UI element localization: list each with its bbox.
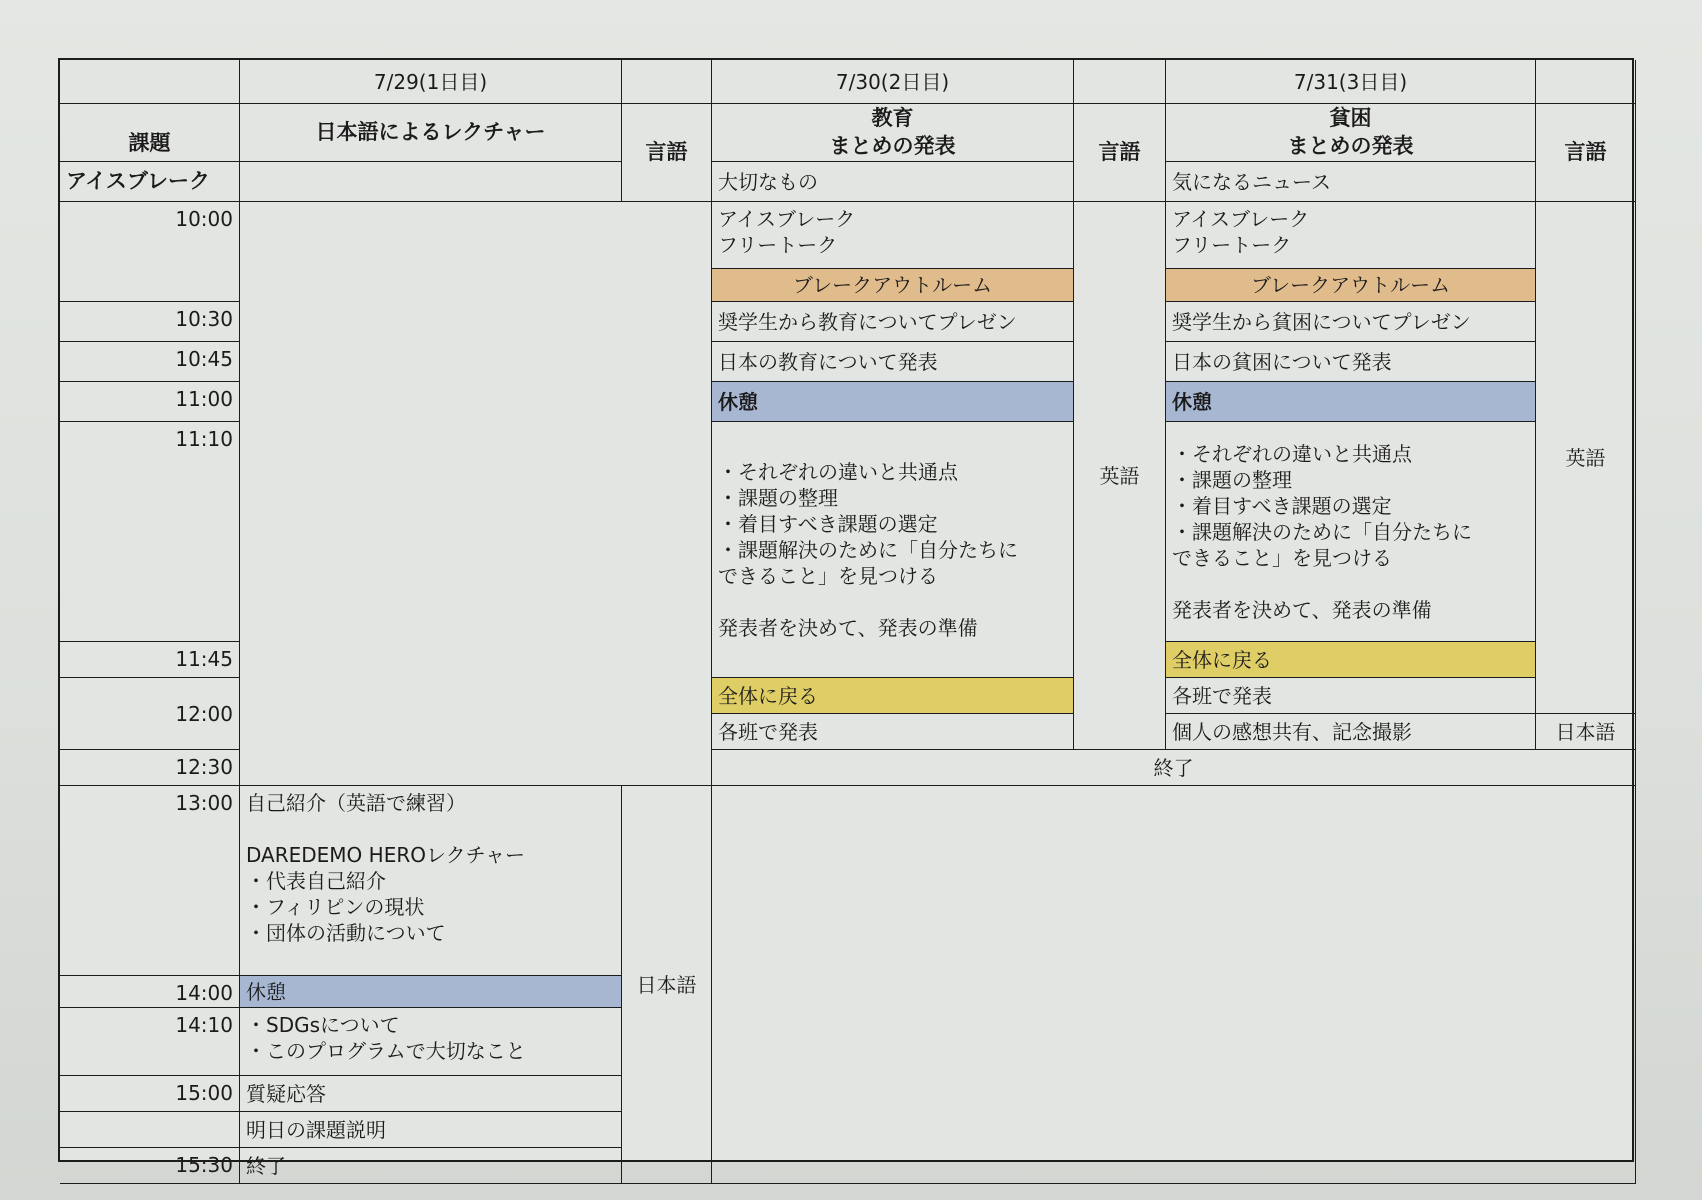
time-1230: 12:30 bbox=[60, 750, 240, 786]
time-1110: 11:10 bbox=[60, 422, 240, 642]
day1-break: 休憩 bbox=[240, 976, 622, 1008]
time-1500: 15:00 bbox=[60, 1076, 240, 1112]
time-blank bbox=[60, 1112, 240, 1148]
day1-title: 日本語によるレクチャー bbox=[240, 104, 622, 162]
day1-tomorrow: 明日の課題説明 bbox=[240, 1112, 622, 1148]
day3-group-present: 各班で発表 bbox=[1166, 678, 1536, 714]
time-1030: 10:30 bbox=[60, 302, 240, 342]
day3-language: 英語 bbox=[1536, 202, 1636, 714]
day1-date-spacer bbox=[622, 60, 712, 104]
day3-language-header: 言語 bbox=[1536, 104, 1636, 202]
day3-date: 7/31(3日目) bbox=[1166, 60, 1536, 104]
day1-end: 終了 bbox=[240, 1148, 622, 1184]
day3-date-spacer bbox=[1536, 60, 1636, 104]
day3-title: 貧困 まとめの発表 bbox=[1166, 104, 1536, 162]
topic-label: 課題 bbox=[60, 104, 240, 162]
day2-break: 休憩 bbox=[712, 382, 1074, 422]
day1-qa: 質疑応答 bbox=[240, 1076, 622, 1112]
day2-japan: 日本の教育について発表 bbox=[712, 342, 1074, 382]
day2-language-header: 言語 bbox=[1074, 104, 1166, 202]
day3-presentation: 奨学生から貧困についてプレゼン bbox=[1166, 302, 1536, 342]
day2-language: 英語 bbox=[1074, 202, 1166, 750]
day2-free-talk: アイスブレーク フリートーク bbox=[718, 207, 856, 257]
day3-icebreak: 気になるニュース bbox=[1166, 162, 1536, 202]
time-1145: 11:45 bbox=[60, 642, 240, 678]
end-label: 終了 bbox=[712, 750, 1636, 786]
day2-date-spacer bbox=[1074, 60, 1166, 104]
day3-break: 休憩 bbox=[1166, 382, 1536, 422]
time-1045: 10:45 bbox=[60, 342, 240, 382]
day3-morning-block bbox=[1166, 202, 1536, 302]
day1-language-header: 言語 bbox=[622, 104, 712, 202]
schedule-table bbox=[58, 58, 1634, 1178]
day3-return: 全体に戻る bbox=[1166, 642, 1536, 678]
time-1400: 14:00 bbox=[60, 976, 240, 1008]
day2-group-present: 各班で発表 bbox=[712, 714, 1074, 750]
day2-return: 全体に戻る bbox=[712, 678, 1074, 714]
day2-discussion: ・それぞれの違いと共通点 ・課題の整理 ・着目すべき課題の選定 ・課題解決のために「自分たちに できること」を見つける 発表者を決めて、発表の準備 bbox=[712, 422, 1074, 678]
afternoon-blank bbox=[712, 786, 1636, 1184]
corner-cell bbox=[60, 60, 240, 104]
day1-language: 日本語 bbox=[622, 786, 712, 1184]
day3-impressions: 個人の感想共有、記念撮影 bbox=[1166, 714, 1536, 750]
time-1000: 10:00 bbox=[60, 202, 240, 302]
day3-breakout: ブレークアウトルーム bbox=[1166, 268, 1535, 301]
day2-presentation: 奨学生から教育についてプレゼン bbox=[712, 302, 1074, 342]
day3-japan: 日本の貧困について発表 bbox=[1166, 342, 1536, 382]
time-1200: 12:00 bbox=[60, 678, 240, 750]
day1-date: 7/29(1日目) bbox=[240, 60, 622, 104]
time-1300: 13:00 bbox=[60, 786, 240, 976]
time-1530: 15:30 bbox=[60, 1148, 240, 1184]
time-1410: 14:10 bbox=[60, 1008, 240, 1076]
day2-breakout: ブレークアウトルーム bbox=[712, 268, 1073, 301]
day2-morning-block bbox=[712, 202, 1074, 302]
day3-discussion: ・それぞれの違いと共通点 ・課題の整理 ・着目すべき課題の選定 ・課題解決のために「自分たちに できること」を見つける 発表者を決めて、発表の準備 bbox=[1166, 422, 1536, 642]
day3-language-jp: 日本語 bbox=[1536, 714, 1636, 750]
day2-date: 7/30(2日目) bbox=[712, 60, 1074, 104]
day1-morning-blank bbox=[240, 202, 712, 786]
day1-icebreak-cell bbox=[240, 162, 622, 202]
day2-icebreak: 大切なもの bbox=[712, 162, 1074, 202]
icebreak-label: アイスブレーク bbox=[60, 162, 240, 202]
day1-sdgs: ・SDGsについて ・このプログラムで大切なこと bbox=[240, 1008, 622, 1076]
day1-intro: 自己紹介（英語で練習） DAREDEMO HEROレクチャー ・代表自己紹介 ・フィリピンの現状 ・団体の活動について bbox=[240, 786, 622, 976]
day3-free-talk: アイスブレーク フリートーク bbox=[1172, 207, 1310, 257]
time-1100: 11:00 bbox=[60, 382, 240, 422]
day2-title: 教育 まとめの発表 bbox=[712, 104, 1074, 162]
